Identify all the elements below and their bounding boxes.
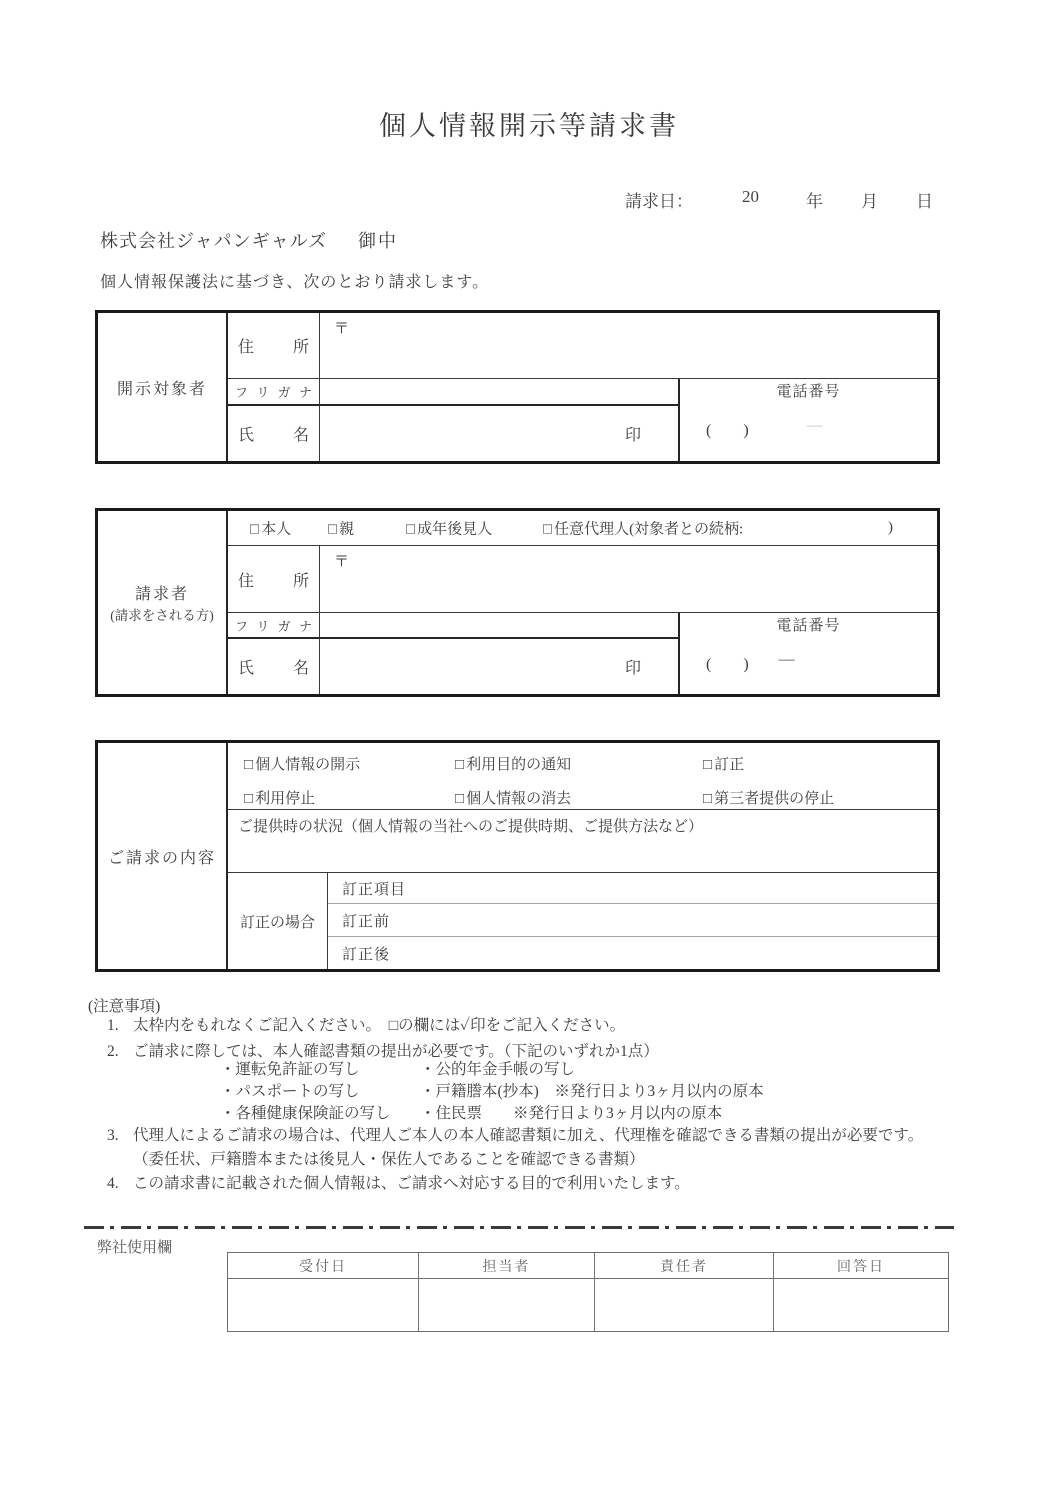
checkbox-icon: □ <box>328 521 338 538</box>
checkbox-icon: □ <box>703 791 713 807</box>
seal-mark: 印 <box>624 427 642 444</box>
notes-heading: (注意事項) <box>88 998 161 1015</box>
note-text: 太枠内をもれなくご記入ください。 □の欄には✓印をご記入ください。 <box>133 1017 626 1034</box>
requester-row-header-line2: (請求をされる方) <box>110 608 214 623</box>
requester-phone-cell <box>680 613 937 694</box>
phone-dash: — <box>806 417 823 434</box>
correction-case-header-text: 訂正の場合 <box>239 914 315 931</box>
capacity-option-self <box>250 518 291 539</box>
note-item-3 <box>107 1123 923 1145</box>
correction-after-row <box>328 937 937 969</box>
furigana-label-char: フ <box>235 385 249 400</box>
address-label-char: 所 <box>292 572 309 590</box>
furigana-label-char: ナ <box>298 385 312 400</box>
capacity-option-label: 本人 <box>261 521 292 538</box>
checkbox-icon: □ <box>455 791 465 807</box>
request-type-erasure <box>455 787 571 808</box>
request-row-header <box>98 743 228 969</box>
request-date-month-suffix: 月 <box>861 192 878 211</box>
requester-phone-field <box>680 651 937 674</box>
subject-address-label <box>228 313 320 379</box>
requester-furigana-field <box>320 613 680 639</box>
office-cell-reply-date <box>774 1279 948 1331</box>
furigana-label-char: フ <box>235 618 249 634</box>
request-type-label: 個人情報の消去 <box>466 791 572 807</box>
request-type-stop-use <box>244 787 315 808</box>
address-label-char: 住 <box>238 572 255 590</box>
office-use-table <box>227 1252 949 1332</box>
note-text: ご請求に際しては、本人確認書類の提出が必要です。（下記のいずれか1点） <box>133 1043 659 1060</box>
correction-before-label: 訂正前 <box>342 913 391 930</box>
office-col-reply-date: 回答日 <box>774 1253 948 1279</box>
subject-row-header-text: 開示対象者 <box>116 380 207 398</box>
page-title: 個人情報開示等請求書 <box>379 111 679 141</box>
document-option: ・パスポートの写し <box>220 1083 360 1100</box>
office-use-label: 弊社使用欄 <box>97 1240 173 1256</box>
requester-furigana-label <box>228 613 320 639</box>
request-type-stop-third-party <box>703 787 834 808</box>
note-number: 1. <box>107 1017 119 1034</box>
request-type-label: 訂正 <box>714 757 745 773</box>
request-type-label: 利用目的の通知 <box>466 757 572 773</box>
document-option: ・戸籍謄本(抄本) ※発行日より3ヶ月以内の原本 <box>420 1083 764 1100</box>
name-label-char: 氏 <box>238 427 255 444</box>
document-option: ・各種健康保険証の写し <box>220 1105 391 1122</box>
subject-table <box>95 310 940 464</box>
request-type-label: 第三者提供の停止 <box>714 791 835 807</box>
correction-item-label: 訂正項目 <box>342 881 407 898</box>
request-type-disclosure <box>244 753 360 774</box>
addressee-honorific: 御中 <box>358 231 398 251</box>
subject-address-field <box>320 313 937 379</box>
capacity-option-agent <box>543 518 743 539</box>
office-col-reception-date: 受付日 <box>228 1253 419 1279</box>
furigana-label-char: ガ <box>277 385 291 400</box>
note-number: 3. <box>107 1127 119 1144</box>
subject-phone-cell <box>680 379 937 461</box>
request-content-table <box>95 740 940 972</box>
capacity-close-paren: ) <box>888 519 893 536</box>
capacity-option-parent <box>328 518 354 539</box>
correction-item-row <box>328 873 937 904</box>
address-label-char: 住 <box>238 339 255 356</box>
correction-case-header <box>228 873 328 969</box>
phone-number-label: 電話番号 <box>776 618 841 634</box>
furigana-label-char: ナ <box>298 618 312 634</box>
checkbox-icon: □ <box>703 757 713 773</box>
note-item-2 <box>107 1039 659 1061</box>
cut-line-divider <box>84 1226 954 1229</box>
subject-name-label <box>228 406 320 461</box>
checkbox-icon: □ <box>244 791 254 807</box>
correction-after-label: 訂正後 <box>342 946 391 963</box>
checkbox-icon: □ <box>455 757 465 773</box>
phone-parens: ( ) <box>706 656 749 673</box>
correction-before-row <box>328 904 937 937</box>
subject-furigana-label <box>228 379 320 406</box>
request-types-block <box>228 743 937 810</box>
furigana-label-char: リ <box>256 385 270 400</box>
document-option: ・住民票 ※発行日より3ヶ月以内の原本 <box>420 1105 723 1122</box>
checkbox-icon: □ <box>244 757 254 773</box>
request-date-day-suffix: 日 <box>916 192 933 211</box>
office-col-responsible-person: 責任者 <box>595 1253 774 1279</box>
phone-number-label: 電話番号 <box>776 384 841 400</box>
note-number: 4. <box>107 1175 119 1192</box>
note-number: 2. <box>107 1043 119 1060</box>
document-option: ・公的年金手帳の写し <box>420 1061 576 1078</box>
note-text: この請求書に記載された個人情報は、ご請求へ対応する目的で利用いたします。 <box>133 1175 690 1192</box>
name-label-char: 名 <box>292 660 309 677</box>
capacity-option-label: 親 <box>339 521 355 538</box>
subject-row-header <box>98 313 228 461</box>
request-type-purpose-notice <box>455 753 571 774</box>
requester-name-field <box>320 639 680 694</box>
requester-name-label <box>228 639 320 694</box>
office-col-person-in-charge: 担当者 <box>419 1253 595 1279</box>
phone-parens: ( ) <box>706 422 749 439</box>
seal-mark: 印 <box>624 660 642 677</box>
name-label-char: 氏 <box>238 660 255 677</box>
note-item-4 <box>107 1171 690 1193</box>
request-row-header-text: ご請求の内容 <box>107 849 216 867</box>
furigana-label-char: リ <box>256 618 270 634</box>
request-type-label: 利用停止 <box>255 791 316 807</box>
requester-row-header <box>98 511 228 694</box>
requester-capacity-row <box>228 511 937 546</box>
request-date-year-suffix: 年 <box>806 192 823 211</box>
addressee-company: 株式会社ジャパンギャルズ <box>100 231 328 251</box>
phone-dash: — <box>778 651 795 668</box>
postal-mark: 〒 <box>334 554 350 570</box>
checkbox-icon: □ <box>543 521 553 538</box>
requester-row-header-line1: 請求者 <box>134 586 189 603</box>
capacity-option-label: 任意代理人(対象者との続柄: <box>554 521 744 538</box>
note-text: 代理人によるご請求の場合は、代理人ご本人の本人確認書類に加え、代理権を確認できる書類の提出が必要です。 <box>133 1127 924 1144</box>
furigana-label-char: ガ <box>277 618 291 634</box>
name-label-char: 名 <box>292 427 309 444</box>
checkbox-icon: □ <box>250 521 260 538</box>
request-date-year-prefix: 20 <box>742 187 759 206</box>
capacity-option-guardian <box>406 518 492 539</box>
subject-furigana-field <box>320 379 680 406</box>
request-date-label: 請求日： <box>625 192 693 211</box>
office-cell-person-in-charge <box>419 1279 595 1331</box>
subject-phone-field <box>680 417 937 440</box>
subject-name-field <box>320 406 680 461</box>
requester-address-label <box>228 546 320 613</box>
provision-situation-label: ご提供時の状況（個人情報の当社へのご提供時期、ご提供方法など） <box>238 819 704 835</box>
request-type-correction <box>703 753 744 774</box>
provision-situation-field <box>228 810 937 873</box>
requester-table <box>95 508 940 697</box>
note-item-1 <box>107 1013 625 1035</box>
postal-mark: 〒 <box>334 321 350 337</box>
office-cell-reception-date <box>228 1279 419 1331</box>
request-type-label: 個人情報の開示 <box>255 757 361 773</box>
note-item-3-sub: （委任状、戸籍謄本または後見人・保佐人であることを確認できる書類） <box>133 1151 645 1168</box>
checkbox-icon: □ <box>406 521 416 538</box>
address-label-char: 所 <box>292 339 309 356</box>
capacity-option-label: 成年後見人 <box>417 521 493 538</box>
requester-address-field <box>320 546 937 613</box>
intro-text: 個人情報保護法に基づき、次のとおり請求します。 <box>100 274 490 291</box>
office-cell-responsible-person <box>595 1279 774 1331</box>
document-option: ・運転免許証の写し <box>220 1061 360 1078</box>
